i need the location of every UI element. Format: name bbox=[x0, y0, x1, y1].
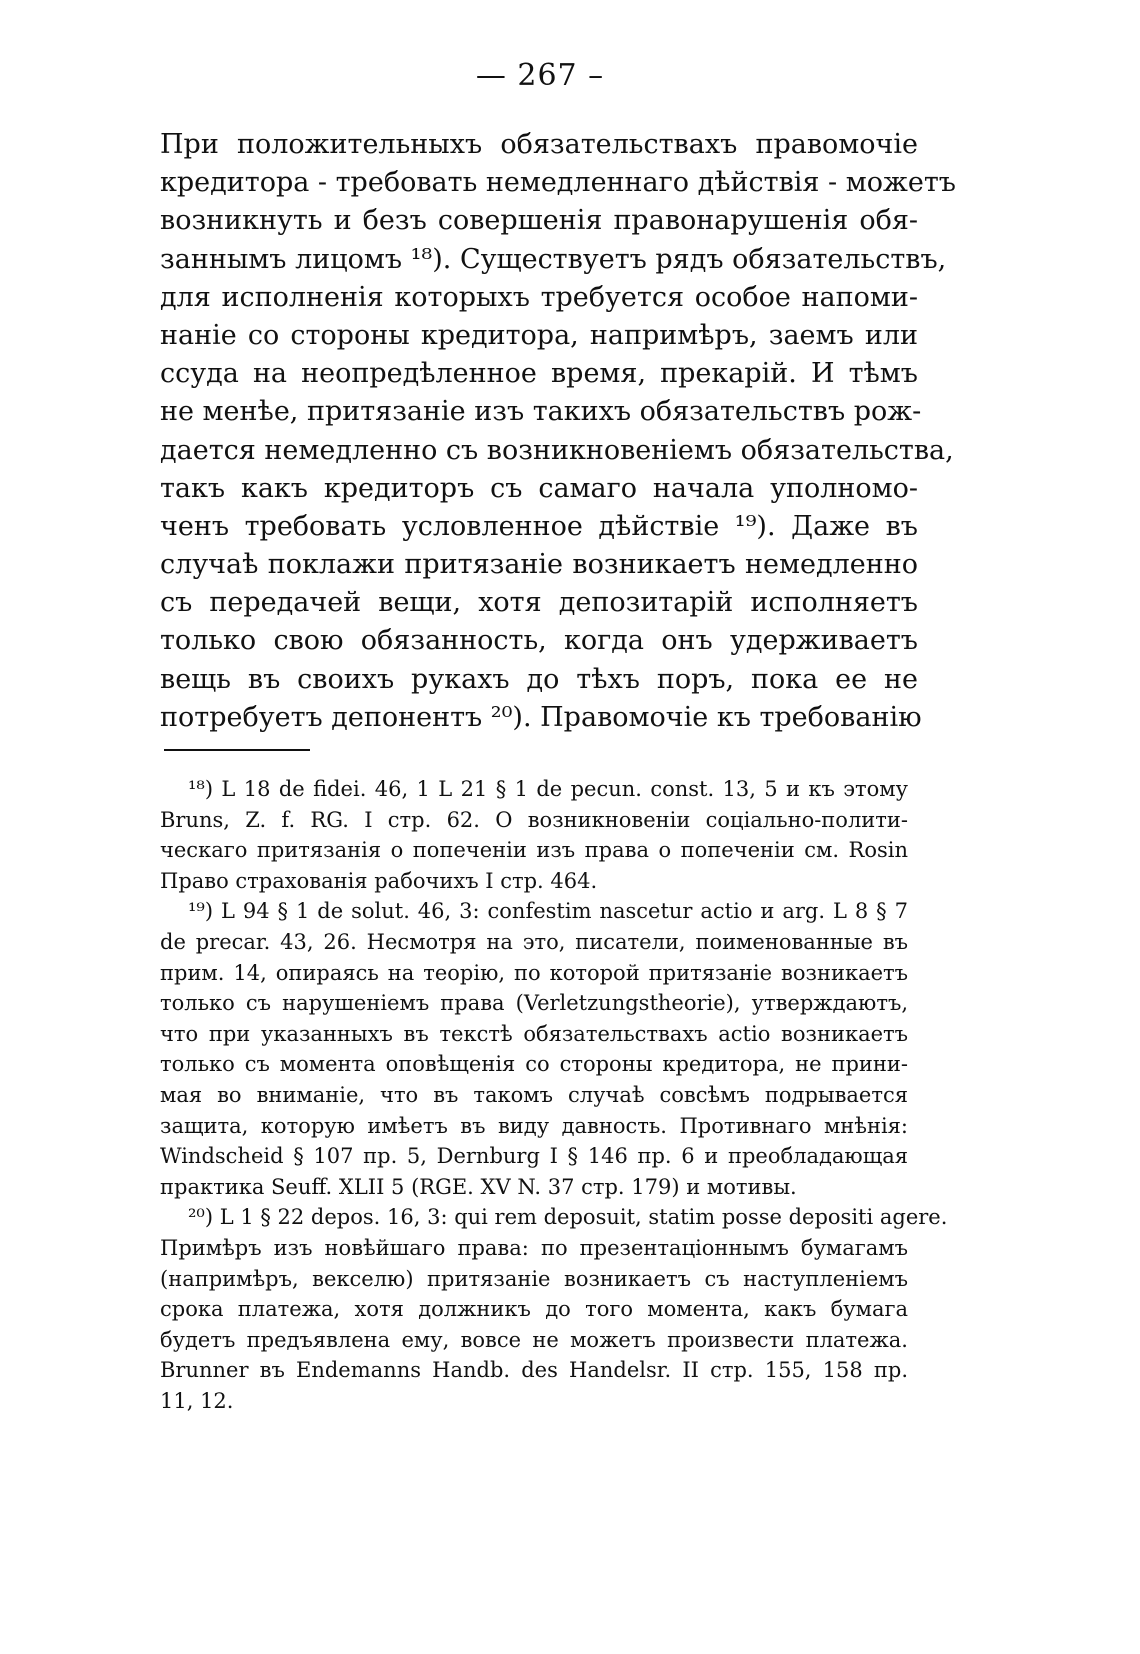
footnote-18-line: ческаго притязанія о попеченіи изъ права о попеченіи см. Rosin bbox=[160, 838, 908, 863]
body-line: вещь въ своихъ рукахъ до тѣхъ поръ, пока ее не bbox=[160, 663, 918, 695]
footnote-19-line: мая во вниманіе, что въ такомъ случаѣ совсѣмъ подрывается bbox=[160, 1082, 908, 1107]
footnote-19-line: только съ момента оповѣщенія со стороны кредитора, не прини- bbox=[160, 1052, 908, 1077]
body-line: только свою обязанность, когда онъ удерживаетъ bbox=[160, 625, 918, 657]
footnotes bbox=[160, 774, 948, 1416]
footnote-20-line: будетъ предъявлена ему, вовсе не можетъ произвести платежа. bbox=[160, 1327, 908, 1352]
footnote-20-line: Примѣръ изъ новѣйшаго права: по презентаціоннымъ бумагамъ bbox=[160, 1235, 908, 1260]
body-line: не менѣе, притязаніе изъ такихъ обязательствъ рож- bbox=[160, 396, 922, 428]
footnote-19-line: de precar. 43, 26. Несмотря на это, писатели, поименованные въ bbox=[160, 929, 908, 954]
body-line: дается немедленно съ возникновеніемъ обязательства, bbox=[160, 434, 954, 466]
body-line: кредитора - требовать немедленнаго дѣйствія - можетъ bbox=[160, 167, 956, 199]
footnote-19-line: практика Seuff. XLII 5 (RGE. XV N. 37 стр. 179) и мотивы. bbox=[160, 1174, 797, 1199]
footnote-19-line: прим. 14, опираясь на теорію, по которой притязаніе возникаетъ bbox=[160, 960, 908, 985]
body-line: заннымъ лицомъ ¹⁸). Существуетъ рядъ обязательствъ, bbox=[160, 243, 947, 275]
footnote-20-line: ²⁰) L 1 § 22 depos. 16, 3: qui rem deposuit, statim posse depositi agere. bbox=[188, 1205, 948, 1230]
body-line: для исполненія которыхъ требуется особое напоми- bbox=[160, 281, 918, 313]
body-line: ченъ требовать условленное дѣйствіе ¹⁹). Даже въ bbox=[160, 510, 918, 542]
body-line: ссуда на неопредѣленное время, прекарій. И тѣмъ bbox=[160, 358, 918, 390]
footnote-18-line: Bruns, Z. f. RG. I стр. 62. О возникновеніи соціально-полити- bbox=[160, 807, 908, 832]
footnote-18-line: ¹⁸) L 18 de fidei. 46, 1 L 21 § 1 de pecun. const. 13, 5 и къ этому bbox=[188, 777, 908, 801]
footnote-20-line: Brunner въ Endemanns Handb. des Handelsr. II стр. 155, 158 пр. bbox=[160, 1358, 908, 1383]
body-line: наніе со стороны кредитора, напримѣръ, заемъ или bbox=[160, 319, 918, 351]
body-line: возникнуть и безъ совершенія правонарушенія обя- bbox=[160, 205, 918, 237]
footnote-19-line: ¹⁹) L 94 § 1 de solut. 46, 3: confestim nascetur actio и arg. L 8 § 7 bbox=[188, 899, 908, 924]
footnote-20-line: 11, 12. bbox=[160, 1388, 234, 1413]
body-line: такъ какъ кредиторъ съ самаго начала уполномо- bbox=[160, 472, 918, 504]
footnote-19-line: что при указанныхъ въ текстѣ обязательствахъ actio возникаетъ bbox=[160, 1021, 908, 1046]
footnote-19-line: Windscheid § 107 пр. 5, Dernburg I § 146 пр. 6 и преобладающая bbox=[160, 1144, 908, 1169]
footnote-divider bbox=[164, 749, 310, 751]
footnote-20-line: (напримѣръ, векселю) притязаніе возникаетъ съ наступленіемъ bbox=[160, 1266, 908, 1291]
footnote-20-line: срока платежа, хотя должникъ до того момента, какъ бумага bbox=[160, 1297, 908, 1322]
body-paragraph bbox=[160, 126, 956, 737]
body-line: При положительныхъ обязательствахъ правомочіе bbox=[160, 129, 918, 160]
footnote-19-line: только съ нарушеніемъ права (Verletzungstheorie), утверждаютъ, bbox=[160, 991, 908, 1016]
body-line: съ передачей вещи, хотя депозитарій исполняетъ bbox=[160, 587, 918, 619]
footnote-19-line: защита, которую имѣетъ въ виду давность. Противнаго мнѣнія: bbox=[160, 1113, 908, 1138]
footnote-18-line: Право страхованія рабочихъ I стр. 464. bbox=[160, 868, 598, 893]
body-line: потребуетъ депонентъ ²⁰). Правомочіе къ требованію bbox=[160, 701, 922, 733]
page-number: — 267 – bbox=[475, 58, 605, 93]
body-line: случаѣ поклажи притязаніе возникаетъ немедленно bbox=[160, 549, 918, 581]
